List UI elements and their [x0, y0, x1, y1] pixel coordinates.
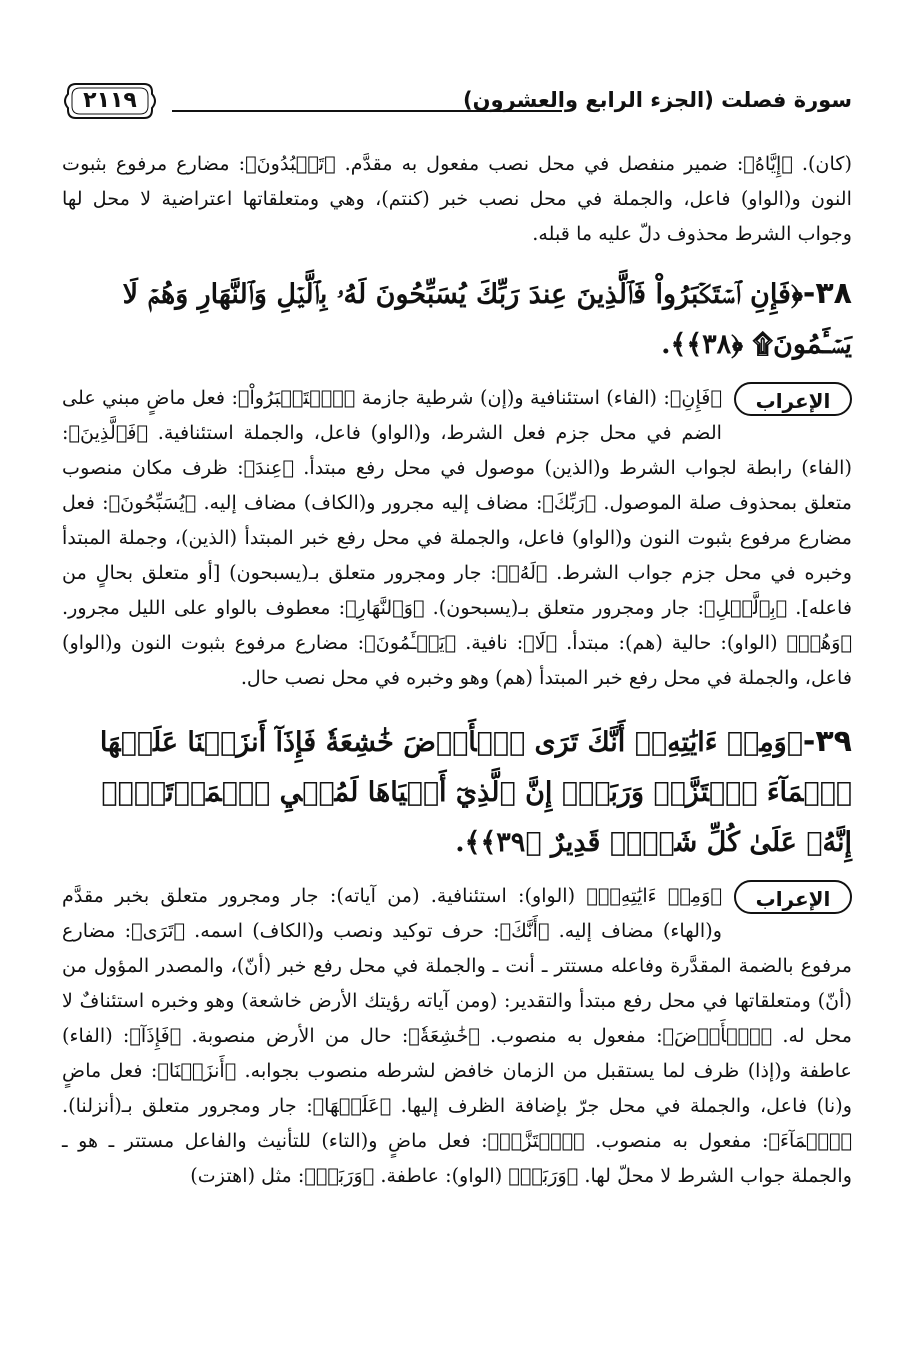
verse-text: ﴿وَمِنۡ ءَايَٰتِهِۦٓ أَنَّكَ تَرَى ٱلۡأَرۡضَ خَٰشِعَةٗ فَإِذَآ أَنزَلۡنَا عَلَيۡهَا ٱلۡمَآءَ ٱهۡتَزَّتۡ وَرَبَتۡۚ إِنَّ ٱلَّذِيٓ أَحۡيَاهَا لَمُحۡيِ ٱلۡمَوۡتَىٰٓۚ إِنَّهُۥ عَلَىٰ كُلِّ شَيۡءٖ قَدِيرٌ ﴿٣٩﴾﴾. — [99, 727, 852, 858]
verse-number: ٣٩- — [802, 724, 852, 759]
verse-38 — [62, 269, 852, 370]
verse-text: ﴿فَإِنِ ٱسۡتَكۡبَرُواْ فَٱلَّذِينَ عِندَ رَبِّكَ يُسَبِّحُونَ لَهُۥ بِٱلَّيۡلِ وَٱلنَّهَارِ وَهُمۡ لَا يَسۡـَٔمُونَ۩ ﴿٣٨﴾﴾. — [122, 279, 852, 360]
irab-label-box: الإعراب — [734, 880, 852, 914]
irab-section-39 — [62, 878, 852, 1193]
page — [62, 70, 852, 1193]
paragraph-continuation: (كان). ﴿إِيَّاهُ﴾: ضمير منفصل في محل نصب مفعول به مقدَّم. ﴿تَعۡبُدُونَ﴾: مضارع مرفوع بثبوت النون و(الواو) فاعل، والجملة في محل نصب خبر (كنتم)، وهي ومتعلقاتها اعتراضية لا محل لها وجواب الشرط محذوف دلّ عليه ما قبله. — [62, 152, 852, 245]
verse-39 — [62, 717, 852, 868]
verse-number: ٣٨- — [802, 276, 852, 311]
page-header — [62, 70, 852, 130]
page-number: ٢١١٩ — [83, 88, 137, 113]
page-number-ornament — [62, 78, 158, 124]
running-header-title: سورة فصلت (الجزء الرابع والعشرون) — [463, 88, 852, 112]
header-rule — [172, 110, 562, 112]
irab-text: ﴿فَإِنِ﴾: (الفاء) استئنافية و(إن) شرطية جازمة ﴿ٱسۡتَكۡبَرُواْ﴾: فعل ماضٍ مبني على الضم في محل جزم فعل الشرط، و(الواو) فاعل، والجملة استئنافية. ﴿فَٱلَّذِينَ﴾: (الفاء) رابطة لجواب الشرط و(الذين) موصول في محل رفع مبتدأ. ﴿عِندَ﴾: ظرف مكان منصوب متعلق بمحذوف صلة الموصول. ﴿رَبِّكَ﴾: مضاف إليه مجرور و(الكاف) مضاف إليه. ﴿يُسَبِّحُونَ﴾: فعل مضارع مرفوع بثبوت النون و(الواو) فاعل، والجملة في محل رفع خبر المبتدأ (الذين)، وجملة المبتدأ وخبره في محل جزم جواب الشرط. ﴿لَهُۥ﴾: جار ومجرور متعلق بـ(يسبحون) [أو متعلق بحالٍ من فاعله]. ﴿بِٱلَّيۡلِ﴾: جار ومجرور متعلق بـ(يسبحون). ﴿وَٱلنَّهَارِ﴾: معطوف بالواو على الليل مجرور. ﴿وَهُمۡ﴾ (الواو): حالية (هم): مبتدأ. ﴿لَا﴾: نافية. ﴿يَسۡـَٔمُونَ﴾: مضارع مرفوع بثبوت النون و(الواو) فاعل، والجملة في محل رفع خبر المبتدأ (هم) وهو وخبره في محل نصب حال. — [62, 386, 852, 689]
irab-section-38 — [62, 380, 852, 695]
irab-text: ﴿وَمِنۡ ءَايَٰتِهِۦٓ﴾ (الواو): استئنافية. (من آياته): جار ومجرور متعلق بخبر مقدَّم و(الهاء) مضاف إليه. ﴿أَنَّكَ﴾: حرف توكيد ونصب و(الكاف) اسمه. ﴿تَرَى﴾: مضارع مرفوع بالضمة المقدَّرة وفاعله مستتر ـ أنت ـ والجملة في محل رفع خبر (أنّ)، والمصدر المؤول من (أنّ) ومتعلقاتها في محل رفع مبتدأ والتقدير: (ومن آياته رؤيتك الأرض خاشعة) وهو وخبره استئنافٌ لا محل له. ﴿ٱلۡأَرۡضَ﴾: مفعول به منصوب. ﴿خَٰشِعَةٗ﴾: حال من الأرض منصوبة. ﴿فَإِذَآ﴾: (الفاء) عاطفة و(إذا) ظرف لما يستقبل من الزمان خافض لشرطه منصوب بجوابه. ﴿أَنزَلۡنَا﴾: فعل ماضٍ و(نا) فاعل، والجملة في محل جرّ بإضافة الظرف إليها. ﴿عَلَيۡهَا﴾: جار ومجرور متعلق بـ(أنزلنا). ﴿ٱلۡمَآءَ﴾: مفعول به منصوب. ﴿ٱهۡتَزَّتۡ﴾: فعل ماضٍ و(التاء) للتأنيث والفاعل مستتر ـ هو ـ والجملة جواب الشرط لا محلّ لها. ﴿وَرَبَتۡ﴾ (الواو): عاطفة. ﴿وَرَبَتۡ﴾: مثل (اهتزت) — [62, 884, 852, 1187]
irab-label-box: الإعراب — [734, 382, 852, 416]
